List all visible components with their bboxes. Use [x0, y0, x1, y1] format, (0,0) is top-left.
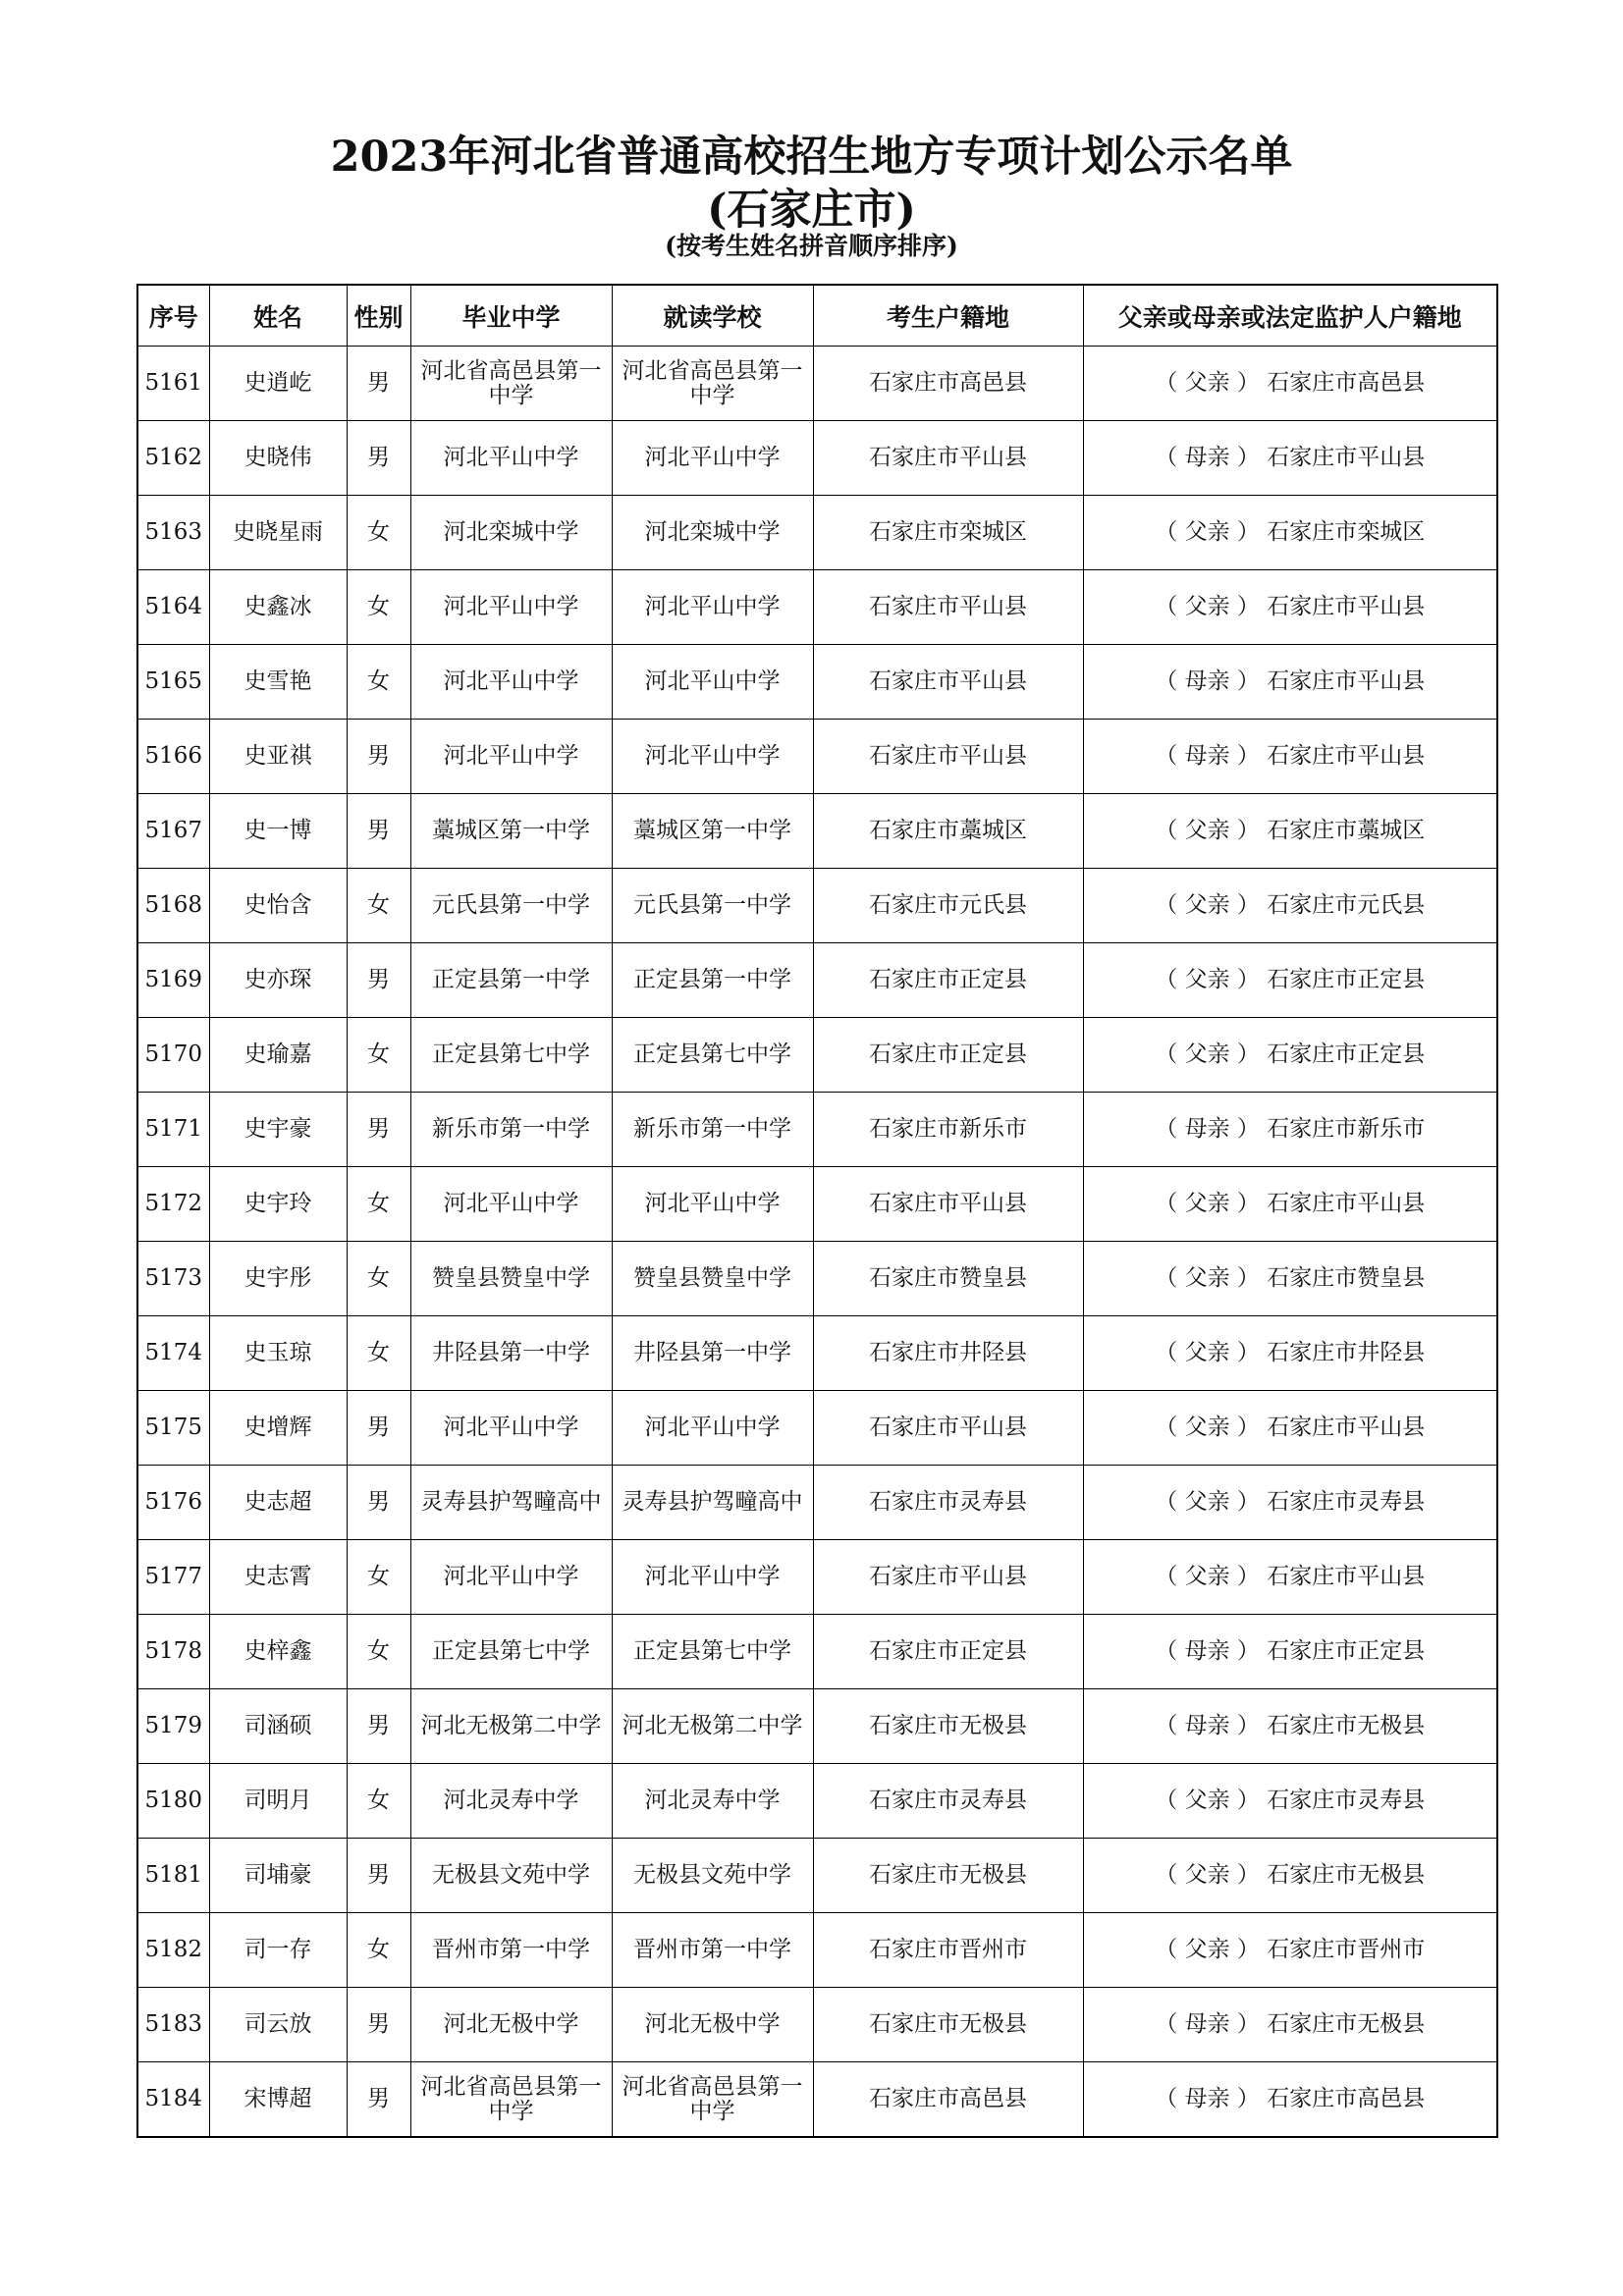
table-row	[137, 869, 1497, 943]
guardian-hukou-cell: （ 父亲 ） 石家庄市平山县	[1083, 1391, 1497, 1466]
student-name-cell: 史志霄	[209, 1540, 347, 1615]
table-row	[137, 1316, 1497, 1391]
student-hukou-cell: 石家庄市平山县	[813, 720, 1083, 794]
student-hukou-cell: 石家庄市灵寿县	[813, 1466, 1083, 1540]
student-name-cell: 司明月	[209, 1764, 347, 1839]
row-no-cell: 5184	[137, 2062, 209, 2138]
graduation-school-cell: 河北灵寿中学	[410, 1764, 612, 1839]
study-school-cell: 河北平山中学	[612, 720, 813, 794]
student-hukou-cell: 石家庄市平山县	[813, 570, 1083, 645]
study-school-cell: 晋州市第一中学	[612, 1913, 813, 1988]
row-no-cell: 5172	[137, 1167, 209, 1242]
gender-cell: 女	[347, 869, 410, 943]
student-name-cell: 史瑜嘉	[209, 1018, 347, 1093]
graduation-school-cell: 河北省高邑县第一中学	[410, 2062, 612, 2138]
gender-cell: 男	[347, 421, 410, 496]
student-name-cell: 史志超	[209, 1466, 347, 1540]
student-name-cell: 史增辉	[209, 1391, 347, 1466]
student-name-cell: 司埔豪	[209, 1839, 347, 1913]
table-row	[137, 645, 1497, 720]
gender-cell: 女	[347, 1018, 410, 1093]
table-row	[137, 1018, 1497, 1093]
guardian-hukou-cell: （ 父亲 ） 石家庄市无极县	[1083, 1839, 1497, 1913]
study-school-cell: 赞皇县赞皇中学	[612, 1242, 813, 1316]
table-row	[137, 794, 1497, 869]
gender-cell: 女	[347, 1615, 410, 1689]
guardian-hukou-cell: （ 父亲 ） 石家庄市栾城区	[1083, 496, 1497, 570]
gender-cell: 男	[347, 1391, 410, 1466]
gender-cell: 女	[347, 1316, 410, 1391]
header-student-hukou: 考生户籍地	[813, 285, 1083, 347]
guardian-hukou-cell: （ 父亲 ） 石家庄市藁城区	[1083, 794, 1497, 869]
graduation-school-cell: 河北平山中学	[410, 570, 612, 645]
student-hukou-cell: 石家庄市藁城区	[813, 794, 1083, 869]
table-row	[137, 1689, 1497, 1764]
guardian-hukou-cell: （ 母亲 ） 石家庄市新乐市	[1083, 1093, 1497, 1167]
study-school-cell: 河北省高邑县第一中学	[612, 2062, 813, 2138]
table-row	[137, 1167, 1497, 1242]
student-hukou-cell: 石家庄市元氏县	[813, 869, 1083, 943]
graduation-school-cell: 无极县文苑中学	[410, 1839, 612, 1913]
row-no-cell: 5177	[137, 1540, 209, 1615]
graduation-school-cell: 河北无极中学	[410, 1988, 612, 2062]
guardian-hukou-cell: （ 父亲 ） 石家庄市平山县	[1083, 570, 1497, 645]
row-no-cell: 5164	[137, 570, 209, 645]
student-hukou-cell: 石家庄市无极县	[813, 1689, 1083, 1764]
page-title: 2023年河北省普通高校招生地方专项计划公示名单	[330, 133, 1293, 182]
table-row	[137, 1615, 1497, 1689]
student-name-cell: 史晓星雨	[209, 496, 347, 570]
guardian-hukou-cell: （ 父亲 ） 石家庄市井陉县	[1083, 1316, 1497, 1391]
graduation-school-cell: 河北平山中学	[410, 720, 612, 794]
guardian-hukou-cell: （ 父亲 ） 石家庄市正定县	[1083, 1018, 1497, 1093]
row-no-cell: 5183	[137, 1988, 209, 2062]
student-hukou-cell: 石家庄市赞皇县	[813, 1242, 1083, 1316]
graduation-school-cell: 河北无极第二中学	[410, 1689, 612, 1764]
study-school-cell: 正定县第七中学	[612, 1615, 813, 1689]
header-gender: 性别	[347, 285, 410, 347]
student-name-cell: 史雪艳	[209, 645, 347, 720]
row-no-cell: 5180	[137, 1764, 209, 1839]
study-school-cell: 河北无极第二中学	[612, 1689, 813, 1764]
gender-cell: 男	[347, 720, 410, 794]
row-no-cell: 5175	[137, 1391, 209, 1466]
gender-cell: 男	[347, 1093, 410, 1167]
student-hukou-cell: 石家庄市平山县	[813, 1167, 1083, 1242]
student-name-cell: 史宇彤	[209, 1242, 347, 1316]
row-no-cell: 5174	[137, 1316, 209, 1391]
table-row	[137, 1242, 1497, 1316]
student-name-cell: 司涵硕	[209, 1689, 347, 1764]
study-school-cell: 正定县第七中学	[612, 1018, 813, 1093]
graduation-school-cell: 新乐市第一中学	[410, 1093, 612, 1167]
gender-cell: 女	[347, 1913, 410, 1988]
graduation-school-cell: 河北平山中学	[410, 1167, 612, 1242]
guardian-hukou-cell: （ 父亲 ） 石家庄市赞皇县	[1083, 1242, 1497, 1316]
student-name-cell: 史宇玲	[209, 1167, 347, 1242]
row-no-cell: 5163	[137, 496, 209, 570]
graduation-school-cell: 晋州市第一中学	[410, 1913, 612, 1988]
table-row	[137, 2062, 1497, 2138]
guardian-hukou-cell: （ 父亲 ） 石家庄市晋州市	[1083, 1913, 1497, 1988]
graduation-school-cell: 井陉县第一中学	[410, 1316, 612, 1391]
graduation-school-cell: 灵寿县护驾疃高中	[410, 1466, 612, 1540]
student-hukou-cell: 石家庄市正定县	[813, 1615, 1083, 1689]
student-name-cell: 司一存	[209, 1913, 347, 1988]
gender-cell: 女	[347, 570, 410, 645]
row-no-cell: 5178	[137, 1615, 209, 1689]
gender-cell: 男	[347, 1839, 410, 1913]
student-hukou-cell: 石家庄市高邑县	[813, 2062, 1083, 2138]
student-name-cell: 史逍屹	[209, 347, 347, 421]
graduation-school-cell: 河北平山中学	[410, 421, 612, 496]
student-name-cell: 史梓鑫	[209, 1615, 347, 1689]
study-school-cell: 河北无极中学	[612, 1988, 813, 2062]
student-hukou-cell: 石家庄市平山县	[813, 1540, 1083, 1615]
study-school-cell: 藁城区第一中学	[612, 794, 813, 869]
study-school-cell: 河北平山中学	[612, 1540, 813, 1615]
row-no-cell: 5161	[137, 347, 209, 421]
study-school-cell: 元氏县第一中学	[612, 869, 813, 943]
study-school-cell: 河北平山中学	[612, 421, 813, 496]
guardian-hukou-cell: （ 父亲 ） 石家庄市元氏县	[1083, 869, 1497, 943]
row-no-cell: 5182	[137, 1913, 209, 1988]
gender-cell: 女	[347, 496, 410, 570]
table-row	[137, 720, 1497, 794]
graduation-school-cell: 赞皇县赞皇中学	[410, 1242, 612, 1316]
row-no-cell: 5166	[137, 720, 209, 794]
header-no: 序号	[137, 285, 209, 347]
graduation-school-cell: 河北省高邑县第一中学	[410, 347, 612, 421]
row-no-cell: 5165	[137, 645, 209, 720]
gender-cell: 女	[347, 645, 410, 720]
gender-cell: 女	[347, 1540, 410, 1615]
gender-cell: 男	[347, 2062, 410, 2138]
table-row	[137, 1764, 1497, 1839]
guardian-hukou-cell: （ 母亲 ） 石家庄市平山县	[1083, 421, 1497, 496]
graduation-school-cell: 河北栾城中学	[410, 496, 612, 570]
student-hukou-cell: 石家庄市新乐市	[813, 1093, 1083, 1167]
row-no-cell: 5162	[137, 421, 209, 496]
study-school-cell: 河北平山中学	[612, 645, 813, 720]
study-school-cell: 河北栾城中学	[612, 496, 813, 570]
student-hukou-cell: 石家庄市正定县	[813, 943, 1083, 1018]
gender-cell: 男	[347, 794, 410, 869]
student-hukou-cell: 石家庄市无极县	[813, 1839, 1083, 1913]
student-name-cell: 史一博	[209, 794, 347, 869]
table-row	[137, 1839, 1497, 1913]
student-name-cell: 史玉琼	[209, 1316, 347, 1391]
table-row	[137, 1466, 1497, 1540]
student-name-cell: 史晓伟	[209, 421, 347, 496]
table-row	[137, 570, 1497, 645]
student-hukou-cell: 石家庄市正定县	[813, 1018, 1083, 1093]
table-row	[137, 1391, 1497, 1466]
study-school-cell: 正定县第一中学	[612, 943, 813, 1018]
table-row	[137, 1540, 1497, 1615]
student-hukou-cell: 石家庄市平山县	[813, 421, 1083, 496]
student-name-cell: 史亚祺	[209, 720, 347, 794]
row-no-cell: 5173	[137, 1242, 209, 1316]
study-school-cell: 河北平山中学	[612, 570, 813, 645]
gender-cell: 男	[347, 1466, 410, 1540]
student-hukou-cell: 石家庄市栾城区	[813, 496, 1083, 570]
guardian-hukou-cell: （ 母亲 ） 石家庄市无极县	[1083, 1988, 1497, 2062]
guardian-hukou-cell: （ 父亲 ） 石家庄市正定县	[1083, 943, 1497, 1018]
roster-table	[136, 284, 1498, 2138]
student-hukou-cell: 石家庄市高邑县	[813, 347, 1083, 421]
table-row	[137, 943, 1497, 1018]
graduation-school-cell: 正定县第七中学	[410, 1615, 612, 1689]
student-name-cell: 司云放	[209, 1988, 347, 2062]
row-no-cell: 5170	[137, 1018, 209, 1093]
student-name-cell: 史鑫冰	[209, 570, 347, 645]
row-no-cell: 5179	[137, 1689, 209, 1764]
study-school-cell: 河北省高邑县第一中学	[612, 347, 813, 421]
student-name-cell: 史宇豪	[209, 1093, 347, 1167]
gender-cell: 男	[347, 1689, 410, 1764]
guardian-hukou-cell: （ 母亲 ） 石家庄市平山县	[1083, 645, 1497, 720]
graduation-school-cell: 河北平山中学	[410, 1391, 612, 1466]
study-school-cell: 新乐市第一中学	[612, 1093, 813, 1167]
gender-cell: 男	[347, 943, 410, 1018]
study-school-cell: 河北灵寿中学	[612, 1764, 813, 1839]
student-hukou-cell: 石家庄市晋州市	[813, 1913, 1083, 1988]
guardian-hukou-cell: （ 父亲 ） 石家庄市平山县	[1083, 1167, 1497, 1242]
header-graduation-school: 毕业中学	[410, 285, 612, 347]
study-school-cell: 河北平山中学	[612, 1167, 813, 1242]
graduation-school-cell: 正定县第七中学	[410, 1018, 612, 1093]
row-no-cell: 5181	[137, 1839, 209, 1913]
student-name-cell: 史亦琛	[209, 943, 347, 1018]
graduation-school-cell: 河北平山中学	[410, 645, 612, 720]
guardian-hukou-cell: （ 父亲 ） 石家庄市平山县	[1083, 1540, 1497, 1615]
table-row	[137, 347, 1497, 421]
roster-body	[137, 347, 1497, 2138]
table-row	[137, 421, 1497, 496]
row-no-cell: 5168	[137, 869, 209, 943]
graduation-school-cell: 正定县第一中学	[410, 943, 612, 1018]
table-row	[137, 1913, 1497, 1988]
graduation-school-cell: 藁城区第一中学	[410, 794, 612, 869]
study-school-cell: 河北平山中学	[612, 1391, 813, 1466]
table-row	[137, 496, 1497, 570]
table-row	[137, 1093, 1497, 1167]
header-name: 姓名	[209, 285, 347, 347]
student-hukou-cell: 石家庄市平山县	[813, 645, 1083, 720]
row-no-cell: 5167	[137, 794, 209, 869]
guardian-hukou-cell: （ 母亲 ） 石家庄市平山县	[1083, 720, 1497, 794]
student-hukou-cell: 石家庄市无极县	[813, 1988, 1083, 2062]
graduation-school-cell: 元氏县第一中学	[410, 869, 612, 943]
table-row	[137, 1988, 1497, 2062]
guardian-hukou-cell: （ 父亲 ） 石家庄市高邑县	[1083, 347, 1497, 421]
row-no-cell: 5169	[137, 943, 209, 1018]
header-row	[137, 285, 1497, 347]
study-school-cell: 井陉县第一中学	[612, 1316, 813, 1391]
guardian-hukou-cell: （ 母亲 ） 石家庄市正定县	[1083, 1615, 1497, 1689]
guardian-hukou-cell: （ 母亲 ） 石家庄市高邑县	[1083, 2062, 1497, 2138]
header-guardian-hukou: 父亲或母亲或法定监护人户籍地	[1083, 285, 1497, 347]
guardian-hukou-cell: （ 父亲 ） 石家庄市灵寿县	[1083, 1764, 1497, 1839]
gender-cell: 女	[347, 1167, 410, 1242]
sort-note: (按考生姓名拼音顺序排序)	[665, 232, 958, 260]
gender-cell: 女	[347, 1764, 410, 1839]
student-name-cell: 史怡含	[209, 869, 347, 943]
student-name-cell: 宋博超	[209, 2062, 347, 2138]
row-no-cell: 5171	[137, 1093, 209, 1167]
student-hukou-cell: 石家庄市灵寿县	[813, 1764, 1083, 1839]
gender-cell: 女	[347, 1242, 410, 1316]
student-hukou-cell: 石家庄市井陉县	[813, 1316, 1083, 1391]
student-hukou-cell: 石家庄市平山县	[813, 1391, 1083, 1466]
row-no-cell: 5176	[137, 1466, 209, 1540]
study-school-cell: 灵寿县护驾疃高中	[612, 1466, 813, 1540]
guardian-hukou-cell: （ 母亲 ） 石家庄市无极县	[1083, 1689, 1497, 1764]
gender-cell: 男	[347, 1988, 410, 2062]
page-subtitle: (石家庄市)	[707, 186, 916, 235]
header-study-school: 就读学校	[612, 285, 813, 347]
guardian-hukou-cell: （ 父亲 ） 石家庄市灵寿县	[1083, 1466, 1497, 1540]
gender-cell: 男	[347, 347, 410, 421]
study-school-cell: 无极县文苑中学	[612, 1839, 813, 1913]
graduation-school-cell: 河北平山中学	[410, 1540, 612, 1615]
